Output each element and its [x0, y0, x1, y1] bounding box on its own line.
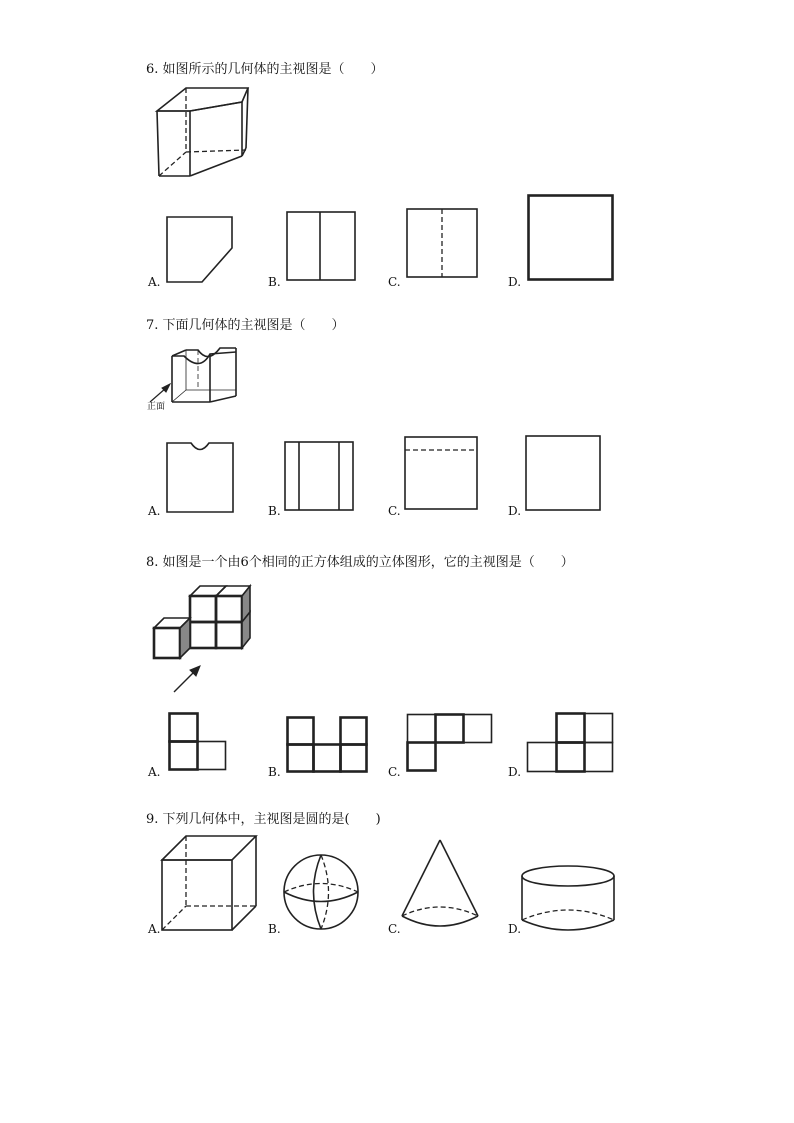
q8-option-d-figure[interactable] — [526, 712, 616, 774]
q8-option-b-figure[interactable] — [286, 716, 370, 774]
q6-option-c-figure[interactable] — [406, 208, 480, 280]
q9-option-d-label[interactable]: D. — [508, 922, 522, 936]
q7-option-b-label[interactable]: B. — [268, 504, 281, 518]
q7-front-label: 正面 — [147, 402, 166, 412]
q6-option-c-label[interactable]: C. — [388, 275, 401, 289]
q9-option-b-sphere-figure[interactable] — [282, 853, 362, 933]
q7-option-a-figure[interactable] — [166, 442, 236, 516]
q6-solid-figure — [150, 84, 250, 180]
q8-option-b-label[interactable]: B. — [268, 765, 281, 779]
q6-option-b-figure[interactable] — [286, 211, 358, 283]
q9-option-a-cube-figure[interactable] — [160, 834, 260, 934]
q7-option-d-label[interactable]: D. — [508, 504, 522, 518]
q7-option-a-label[interactable]: A. — [148, 504, 161, 518]
question-7-text: 7. 下面几何体的主视图是（ ） — [146, 318, 345, 333]
q8-option-c-figure[interactable] — [406, 713, 494, 773]
q6-option-b-label[interactable]: B. — [268, 275, 281, 289]
q6-option-a-figure[interactable] — [166, 216, 236, 284]
question-6-text: 6. 如图所示的几何体的主视图是（ ） — [146, 62, 384, 77]
q7-option-b-figure[interactable] — [284, 441, 356, 513]
q6-option-d-label[interactable]: D. — [508, 275, 522, 289]
q6-option-d-figure[interactable] — [527, 194, 615, 282]
q9-option-a-label[interactable]: A. — [148, 922, 161, 936]
q7-option-c-label[interactable]: C. — [388, 504, 401, 518]
q8-option-a-figure[interactable] — [168, 712, 230, 772]
q8-option-c-label[interactable]: C. — [388, 765, 401, 779]
q9-option-b-label[interactable]: B. — [268, 922, 281, 936]
q7-option-c-figure[interactable] — [404, 436, 480, 512]
q9-option-c-label[interactable]: C. — [388, 922, 401, 936]
q8-option-a-label[interactable]: A. — [148, 765, 161, 779]
q9-option-c-cone-figure[interactable] — [400, 838, 480, 934]
question-8-text: 8. 如图是一个由6个相同的正方体组成的立体图形，它的主视图是（ ） — [146, 555, 574, 570]
question-9-text: 9. 下列几何体中，主视图是圆的是( ) — [146, 812, 381, 827]
q9-option-d-cylinder-figure[interactable] — [520, 864, 618, 934]
q7-option-d-figure[interactable] — [525, 435, 603, 513]
q8-cube-stack-figure — [152, 584, 256, 694]
q8-option-d-label[interactable]: D. — [508, 765, 522, 779]
q6-option-a-label[interactable]: A. — [148, 275, 161, 289]
